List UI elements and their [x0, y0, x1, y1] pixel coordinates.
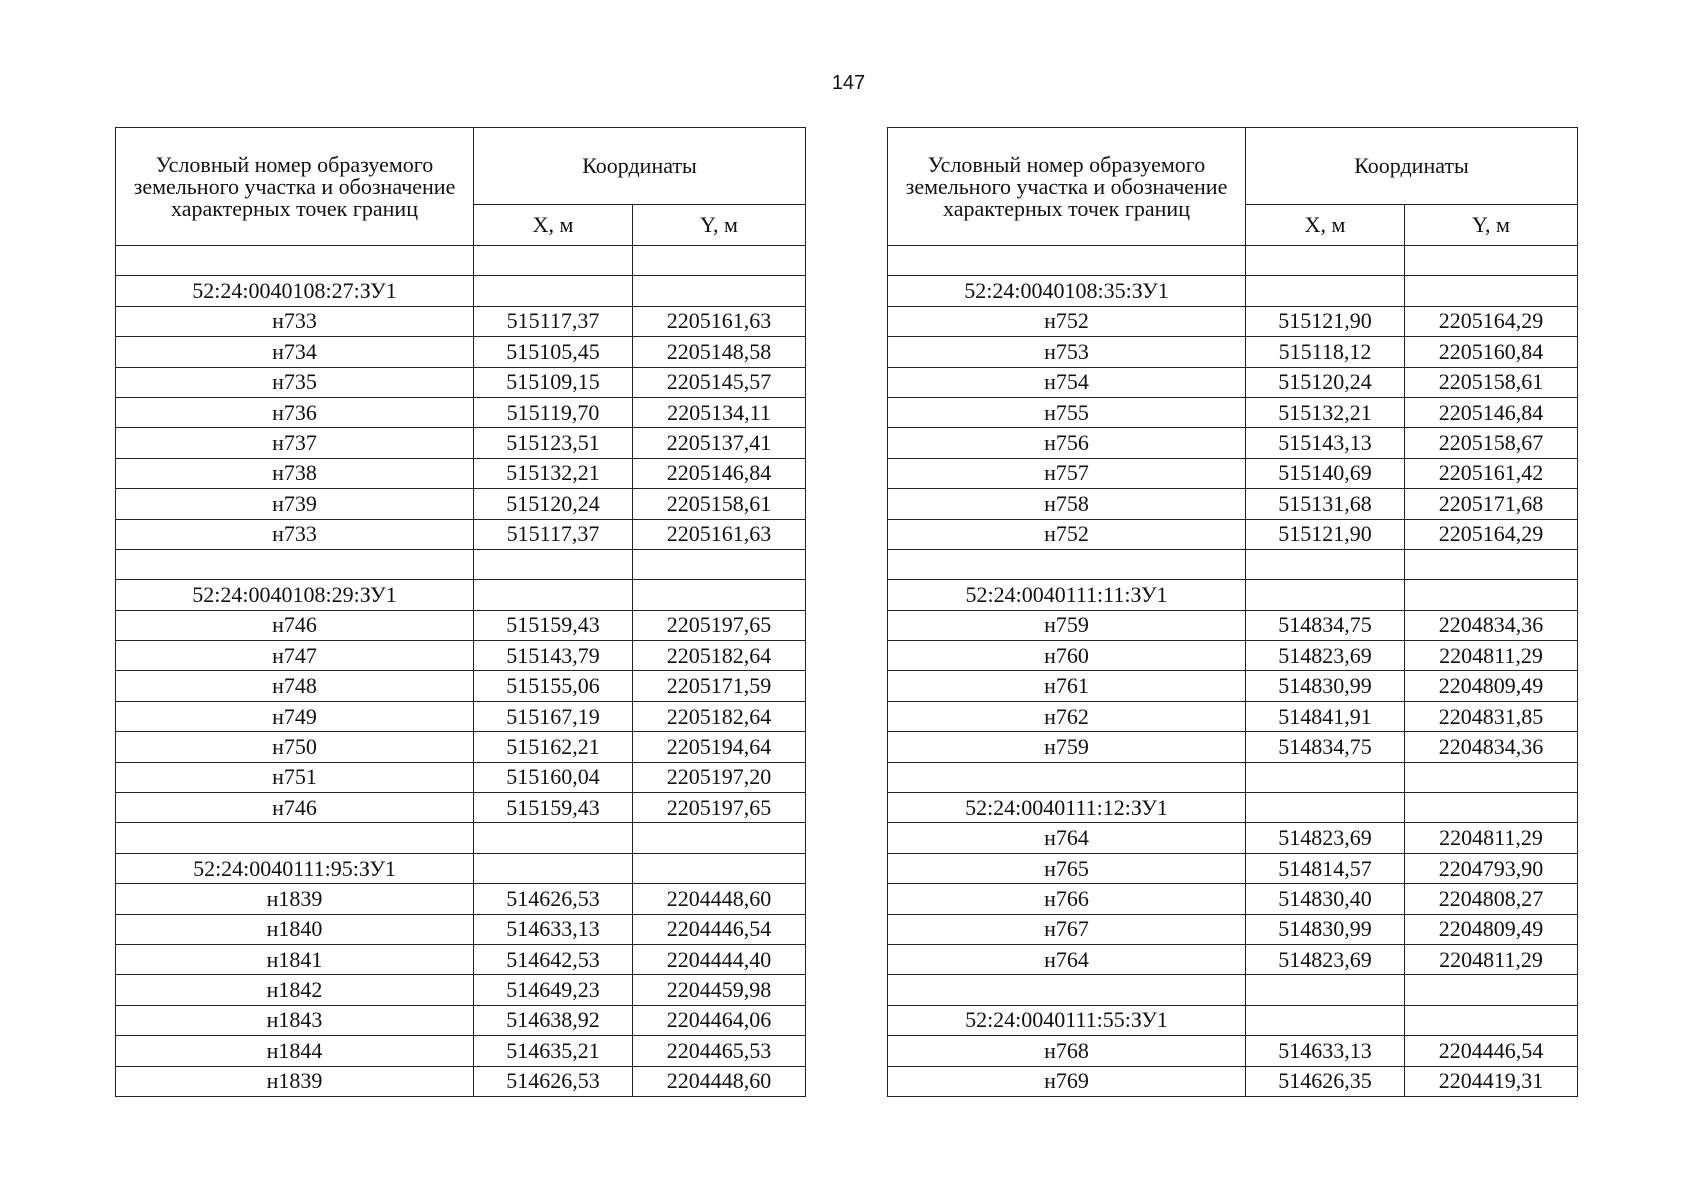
table-row	[116, 793, 806, 823]
column-header-parcel: Условный номер образуемого земельного участка и обозначение характерных точек границ	[888, 128, 1246, 246]
y-coordinate-cell: 2204831,85	[1405, 701, 1578, 731]
table-row	[116, 458, 806, 488]
point-name-cell	[888, 246, 1246, 276]
point-name-cell: 52:24:0040108:35:ЗУ1	[888, 276, 1246, 306]
point-name-cell: н734	[116, 337, 474, 367]
point-name-cell: н751	[116, 762, 474, 792]
table-row	[888, 793, 1578, 823]
table-row	[888, 944, 1578, 974]
point-name-cell: н767	[888, 914, 1246, 944]
y-coordinate-cell	[1405, 276, 1578, 306]
point-name-cell: 52:24:0040108:29:ЗУ1	[116, 580, 474, 610]
column-header-x: X, м	[474, 205, 633, 246]
x-coordinate-cell: 515105,45	[474, 337, 633, 367]
y-coordinate-cell: 2204811,29	[1405, 641, 1578, 671]
table-row	[116, 610, 806, 640]
x-coordinate-cell	[1246, 276, 1405, 306]
x-coordinate-cell: 515159,43	[474, 793, 633, 823]
x-coordinate-cell: 515132,21	[474, 458, 633, 488]
table-row	[888, 458, 1578, 488]
y-coordinate-cell: 2205137,41	[633, 428, 806, 458]
point-name-cell: н737	[116, 428, 474, 458]
y-coordinate-cell: 2205182,64	[633, 641, 806, 671]
y-coordinate-cell: 2204811,29	[1405, 823, 1578, 853]
x-coordinate-cell: 514823,69	[1246, 641, 1405, 671]
y-coordinate-cell	[1405, 580, 1578, 610]
y-coordinate-cell: 2204446,54	[633, 914, 806, 944]
table-row	[116, 519, 806, 549]
table-row	[116, 428, 806, 458]
y-coordinate-cell: 2205171,59	[633, 671, 806, 701]
point-name-cell: н764	[888, 823, 1246, 853]
x-coordinate-cell: 515117,37	[474, 306, 633, 336]
table-row	[116, 246, 806, 276]
table-row	[116, 671, 806, 701]
column-header-coordinates: Координаты	[474, 128, 806, 205]
table-row	[888, 914, 1578, 944]
y-coordinate-cell: 2205197,65	[633, 793, 806, 823]
x-coordinate-cell: 515123,51	[474, 428, 633, 458]
point-name-cell: н759	[888, 610, 1246, 640]
point-name-cell: н752	[888, 519, 1246, 549]
table-row	[116, 549, 806, 579]
point-name-cell: н769	[888, 1066, 1246, 1096]
x-coordinate-cell: 515132,21	[1246, 397, 1405, 427]
x-coordinate-cell	[1246, 1005, 1405, 1035]
table-row	[116, 823, 806, 853]
y-coordinate-cell	[1405, 1005, 1578, 1035]
table-row	[888, 580, 1578, 610]
column-header-x: X, м	[1246, 205, 1405, 246]
x-coordinate-cell: 515109,15	[474, 367, 633, 397]
x-coordinate-cell: 515143,13	[1246, 428, 1405, 458]
y-coordinate-cell: 2205197,20	[633, 762, 806, 792]
point-name-cell: н1841	[116, 944, 474, 974]
x-coordinate-cell	[1246, 580, 1405, 610]
y-coordinate-cell: 2204834,36	[1405, 610, 1578, 640]
point-name-cell: н768	[888, 1036, 1246, 1066]
table-row	[116, 914, 806, 944]
x-coordinate-cell: 515159,43	[474, 610, 633, 640]
x-coordinate-cell: 514626,53	[474, 1066, 633, 1096]
x-coordinate-cell: 514834,75	[1246, 732, 1405, 762]
y-coordinate-cell: 2204448,60	[633, 1066, 806, 1096]
y-coordinate-cell	[633, 580, 806, 610]
y-coordinate-cell: 2204808,27	[1405, 884, 1578, 914]
x-coordinate-cell: 514823,69	[1246, 944, 1405, 974]
x-coordinate-cell: 514626,35	[1246, 1066, 1405, 1096]
point-name-cell: н759	[888, 732, 1246, 762]
table-row	[888, 732, 1578, 762]
table-row	[888, 701, 1578, 731]
table-row	[116, 276, 806, 306]
x-coordinate-cell: 515118,12	[1246, 337, 1405, 367]
y-coordinate-cell: 2205148,58	[633, 337, 806, 367]
y-coordinate-cell	[1405, 549, 1578, 579]
y-coordinate-cell: 2205158,61	[1405, 367, 1578, 397]
y-coordinate-cell: 2204459,98	[633, 975, 806, 1005]
point-name-cell: н1843	[116, 1005, 474, 1035]
y-coordinate-cell	[1405, 793, 1578, 823]
point-name-cell: н752	[888, 306, 1246, 336]
table-row	[116, 732, 806, 762]
page-number: 147	[831, 72, 866, 94]
x-coordinate-cell: 515162,21	[474, 732, 633, 762]
y-coordinate-cell	[1405, 762, 1578, 792]
point-name-cell: н1839	[116, 1066, 474, 1096]
x-coordinate-cell: 515121,90	[1246, 306, 1405, 336]
x-coordinate-cell: 514633,13	[474, 914, 633, 944]
x-coordinate-cell: 515117,37	[474, 519, 633, 549]
point-name-cell: н757	[888, 458, 1246, 488]
column-header-y: Y, м	[633, 205, 806, 246]
y-coordinate-cell	[633, 549, 806, 579]
x-coordinate-cell	[1246, 246, 1405, 276]
y-coordinate-cell: 2205158,61	[633, 489, 806, 519]
y-coordinate-cell: 2204465,53	[633, 1036, 806, 1066]
y-coordinate-cell	[633, 853, 806, 883]
table-row	[888, 1005, 1578, 1035]
y-coordinate-cell: 2205182,64	[633, 701, 806, 731]
x-coordinate-cell: 515131,68	[1246, 489, 1405, 519]
point-name-cell	[116, 246, 474, 276]
table-row	[888, 610, 1578, 640]
table-row	[116, 641, 806, 671]
table-row	[116, 337, 806, 367]
x-coordinate-cell	[474, 276, 633, 306]
point-name-cell: н736	[116, 397, 474, 427]
point-name-cell: 52:24:0040111:11:ЗУ1	[888, 580, 1246, 610]
y-coordinate-cell: 2204793,90	[1405, 853, 1578, 883]
point-name-cell: н765	[888, 853, 1246, 883]
x-coordinate-cell	[474, 246, 633, 276]
y-coordinate-cell: 2205146,84	[633, 458, 806, 488]
point-name-cell: н749	[116, 701, 474, 731]
x-coordinate-cell	[474, 549, 633, 579]
x-coordinate-cell: 515120,24	[474, 489, 633, 519]
x-coordinate-cell: 514649,23	[474, 975, 633, 1005]
point-name-cell: н733	[116, 306, 474, 336]
table-row	[116, 1005, 806, 1035]
table-row	[888, 671, 1578, 701]
table-row	[888, 1066, 1578, 1096]
y-coordinate-cell: 2204448,60	[633, 884, 806, 914]
table-row	[116, 489, 806, 519]
point-name-cell: н750	[116, 732, 474, 762]
x-coordinate-cell: 514830,99	[1246, 671, 1405, 701]
point-name-cell: н748	[116, 671, 474, 701]
y-coordinate-cell: 2205146,84	[1405, 397, 1578, 427]
coordinates-table-left	[115, 127, 806, 1097]
x-coordinate-cell: 514638,92	[474, 1005, 633, 1035]
y-coordinate-cell	[1405, 246, 1578, 276]
point-name-cell: 52:24:0040108:27:ЗУ1	[116, 276, 474, 306]
table-row	[888, 823, 1578, 853]
y-coordinate-cell: 2204834,36	[1405, 732, 1578, 762]
x-coordinate-cell	[474, 853, 633, 883]
point-name-cell	[116, 823, 474, 853]
table-row	[888, 428, 1578, 458]
point-name-cell	[888, 975, 1246, 1005]
x-coordinate-cell: 514626,53	[474, 884, 633, 914]
point-name-cell: н735	[116, 367, 474, 397]
x-coordinate-cell: 515120,24	[1246, 367, 1405, 397]
point-name-cell: н738	[116, 458, 474, 488]
x-coordinate-cell: 514635,21	[474, 1036, 633, 1066]
table-row	[888, 975, 1578, 1005]
column-header-parcel: Условный номер образуемого земельного участка и обозначение характерных точек границ	[116, 128, 474, 246]
x-coordinate-cell: 514834,75	[1246, 610, 1405, 640]
table-body	[116, 246, 806, 1097]
x-coordinate-cell: 514814,57	[1246, 853, 1405, 883]
point-name-cell	[116, 549, 474, 579]
y-coordinate-cell: 2205145,57	[633, 367, 806, 397]
table-row	[888, 306, 1578, 336]
y-coordinate-cell: 2205161,63	[633, 519, 806, 549]
y-coordinate-cell: 2204446,54	[1405, 1036, 1578, 1066]
x-coordinate-cell: 514841,91	[1246, 701, 1405, 731]
x-coordinate-cell: 514633,13	[1246, 1036, 1405, 1066]
point-name-cell: н1842	[116, 975, 474, 1005]
table-row	[888, 337, 1578, 367]
point-name-cell: н755	[888, 397, 1246, 427]
point-name-cell: н739	[116, 489, 474, 519]
y-coordinate-cell: 2204809,49	[1405, 671, 1578, 701]
table-row	[116, 944, 806, 974]
y-coordinate-cell	[633, 246, 806, 276]
point-name-cell: н746	[116, 610, 474, 640]
table-row	[888, 489, 1578, 519]
x-coordinate-cell: 514823,69	[1246, 823, 1405, 853]
y-coordinate-cell: 2205161,42	[1405, 458, 1578, 488]
table-body	[888, 246, 1578, 1097]
y-coordinate-cell	[633, 276, 806, 306]
table-row	[888, 884, 1578, 914]
x-coordinate-cell	[1246, 793, 1405, 823]
x-coordinate-cell: 515121,90	[1246, 519, 1405, 549]
table-row	[116, 884, 806, 914]
point-name-cell	[888, 549, 1246, 579]
table-row	[116, 397, 806, 427]
point-name-cell: н1844	[116, 1036, 474, 1066]
x-coordinate-cell	[1246, 975, 1405, 1005]
point-name-cell: н766	[888, 884, 1246, 914]
x-coordinate-cell: 514642,53	[474, 944, 633, 974]
x-coordinate-cell: 515140,69	[1246, 458, 1405, 488]
y-coordinate-cell	[633, 823, 806, 853]
x-coordinate-cell: 515143,79	[474, 641, 633, 671]
x-coordinate-cell: 515167,19	[474, 701, 633, 731]
point-name-cell: 52:24:0040111:95:ЗУ1	[116, 853, 474, 883]
point-name-cell: н1840	[116, 914, 474, 944]
x-coordinate-cell: 515119,70	[474, 397, 633, 427]
y-coordinate-cell	[1405, 975, 1578, 1005]
table-row	[888, 397, 1578, 427]
table-row	[888, 519, 1578, 549]
point-name-cell: н761	[888, 671, 1246, 701]
table-row	[116, 580, 806, 610]
y-coordinate-cell: 2205160,84	[1405, 337, 1578, 367]
table-row	[888, 549, 1578, 579]
y-coordinate-cell: 2204809,49	[1405, 914, 1578, 944]
point-name-cell: 52:24:0040111:12:ЗУ1	[888, 793, 1246, 823]
point-name-cell: н758	[888, 489, 1246, 519]
point-name-cell: н746	[116, 793, 474, 823]
x-coordinate-cell	[1246, 549, 1405, 579]
column-header-coordinates: Координаты	[1246, 128, 1578, 205]
y-coordinate-cell: 2205158,67	[1405, 428, 1578, 458]
point-name-cell: н733	[116, 519, 474, 549]
point-name-cell	[888, 762, 1246, 792]
point-name-cell: 52:24:0040111:55:ЗУ1	[888, 1005, 1246, 1035]
table-row	[888, 853, 1578, 883]
x-coordinate-cell	[474, 823, 633, 853]
y-coordinate-cell: 2205197,65	[633, 610, 806, 640]
table-row	[888, 276, 1578, 306]
point-name-cell: н753	[888, 337, 1246, 367]
y-coordinate-cell: 2205164,29	[1405, 519, 1578, 549]
coordinates-table-right	[887, 127, 1578, 1097]
y-coordinate-cell: 2205171,68	[1405, 489, 1578, 519]
x-coordinate-cell: 514830,40	[1246, 884, 1405, 914]
table-row	[888, 367, 1578, 397]
table-row	[116, 1066, 806, 1096]
x-coordinate-cell	[1246, 762, 1405, 792]
table-row	[116, 367, 806, 397]
table-row	[116, 1036, 806, 1066]
point-name-cell: н764	[888, 944, 1246, 974]
table-row	[888, 641, 1578, 671]
y-coordinate-cell: 2205164,29	[1405, 306, 1578, 336]
y-coordinate-cell: 2204811,29	[1405, 944, 1578, 974]
table-row	[116, 853, 806, 883]
point-name-cell: н1839	[116, 884, 474, 914]
table-row	[116, 975, 806, 1005]
y-coordinate-cell: 2204464,06	[633, 1005, 806, 1035]
point-name-cell: н756	[888, 428, 1246, 458]
x-coordinate-cell	[474, 580, 633, 610]
table-row	[888, 1036, 1578, 1066]
table-row	[888, 246, 1578, 276]
table-row	[116, 701, 806, 731]
point-name-cell: н760	[888, 641, 1246, 671]
table-row	[116, 306, 806, 336]
x-coordinate-cell: 515160,04	[474, 762, 633, 792]
column-header-y: Y, м	[1405, 205, 1578, 246]
y-coordinate-cell: 2204444,40	[633, 944, 806, 974]
table-row	[116, 762, 806, 792]
x-coordinate-cell: 515155,06	[474, 671, 633, 701]
point-name-cell: н762	[888, 701, 1246, 731]
y-coordinate-cell: 2204419,31	[1405, 1066, 1578, 1096]
point-name-cell: н747	[116, 641, 474, 671]
y-coordinate-cell: 2205194,64	[633, 732, 806, 762]
table-row	[888, 762, 1578, 792]
point-name-cell: н754	[888, 367, 1246, 397]
y-coordinate-cell: 2205161,63	[633, 306, 806, 336]
y-coordinate-cell: 2205134,11	[633, 397, 806, 427]
x-coordinate-cell: 514830,99	[1246, 914, 1405, 944]
